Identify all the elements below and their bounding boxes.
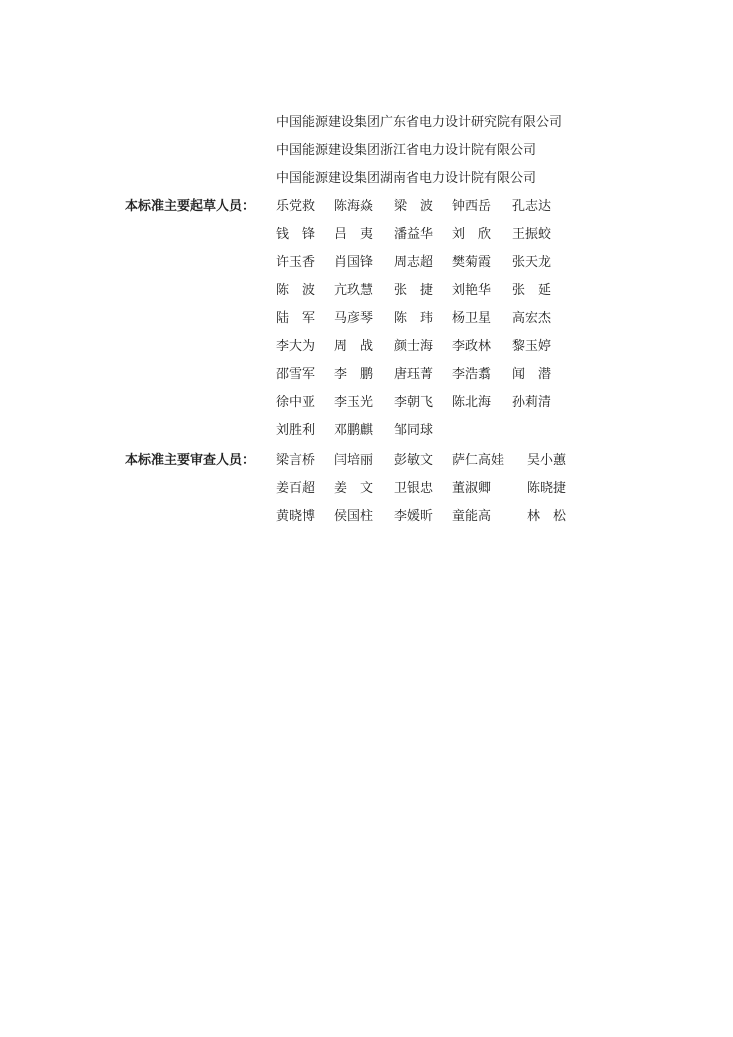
person-name: 孔志达	[512, 199, 552, 214]
person-name: 黎玉婷	[512, 339, 552, 354]
person-name: 徐中亚	[276, 395, 316, 410]
person-name: 卫银忠	[394, 481, 434, 496]
person-name: 陈 波	[276, 283, 316, 298]
person-name: 彭敏文	[394, 453, 434, 468]
person-name: 周 战	[334, 339, 374, 354]
person-name: 闫培丽	[334, 453, 374, 468]
person-name: 孙莉清	[512, 395, 552, 410]
person-name: 钟西岳	[452, 199, 492, 214]
person-name: 童能高	[452, 509, 492, 524]
person-name: 唐珏菁	[394, 367, 434, 382]
person-name: 刘艳华	[452, 283, 492, 298]
person-name: 邓鹏麒	[334, 423, 374, 438]
person-name: 李政林	[452, 339, 492, 354]
person-name: 陈海焱	[334, 199, 374, 214]
person-name: 董淑卿	[452, 481, 492, 496]
person-name: 陈晓捷	[527, 481, 567, 496]
person-name: 李玉光	[334, 395, 374, 410]
person-name: 李朝飞	[394, 395, 434, 410]
person-name: 亢玖慧	[334, 283, 374, 298]
person-name: 梁 波	[394, 199, 434, 214]
person-name: 陈 玮	[394, 311, 434, 326]
person-name: 陈北海	[452, 395, 492, 410]
person-name: 李 鹏	[334, 367, 374, 382]
drafters-label: 本标准主要起草人员：	[125, 199, 256, 214]
person-name: 梁言桥	[276, 453, 316, 468]
person-name: 张 延	[512, 283, 552, 298]
organization-line: 中国能源建设集团广东省电力设计研究院有限公司	[276, 115, 563, 130]
person-name: 黄晓博	[276, 509, 316, 524]
person-name: 樊菊霞	[452, 255, 492, 270]
person-name: 姜百超	[276, 481, 316, 496]
person-name: 吕 夷	[334, 227, 374, 242]
organization-line: 中国能源建设集团湖南省电力设计院有限公司	[276, 171, 537, 186]
person-name: 姜 文	[334, 481, 374, 496]
person-name: 陆 军	[276, 311, 316, 326]
organization-list	[276, 113, 562, 197]
person-name: 张天龙	[512, 255, 552, 270]
person-name: 张 捷	[394, 283, 434, 298]
person-name: 周志超	[394, 255, 434, 270]
person-name: 钱 锋	[276, 227, 316, 242]
person-name: 侯国柱	[334, 509, 374, 524]
person-name: 邹同球	[394, 423, 434, 438]
organization-line: 中国能源建设集团浙江省电力设计院有限公司	[276, 143, 537, 158]
reviewers-label: 本标准主要审查人员：	[125, 453, 256, 468]
person-name: 刘胜利	[276, 423, 316, 438]
person-name: 李媛昕	[394, 509, 434, 524]
person-name: 杨卫星	[452, 311, 492, 326]
person-name: 刘 欣	[452, 227, 492, 242]
person-name: 邵雪军	[276, 367, 316, 382]
person-name: 乐党救	[276, 199, 316, 214]
person-name: 林 松	[527, 509, 567, 524]
person-name: 李大为	[276, 339, 316, 354]
person-name: 李浩翥	[452, 367, 492, 382]
person-name: 马彦琴	[334, 311, 374, 326]
person-name: 王振蛟	[512, 227, 552, 242]
person-name: 潘益华	[394, 227, 434, 242]
person-name: 高宏杰	[512, 311, 552, 326]
person-name: 肖国锋	[334, 255, 374, 270]
person-name: 吴小蕙	[527, 453, 567, 468]
person-name: 颜士海	[394, 339, 434, 354]
person-name: 闻 潜	[512, 367, 552, 382]
person-name: 许玉香	[276, 255, 316, 270]
person-name: 萨仁高娃	[452, 453, 505, 468]
